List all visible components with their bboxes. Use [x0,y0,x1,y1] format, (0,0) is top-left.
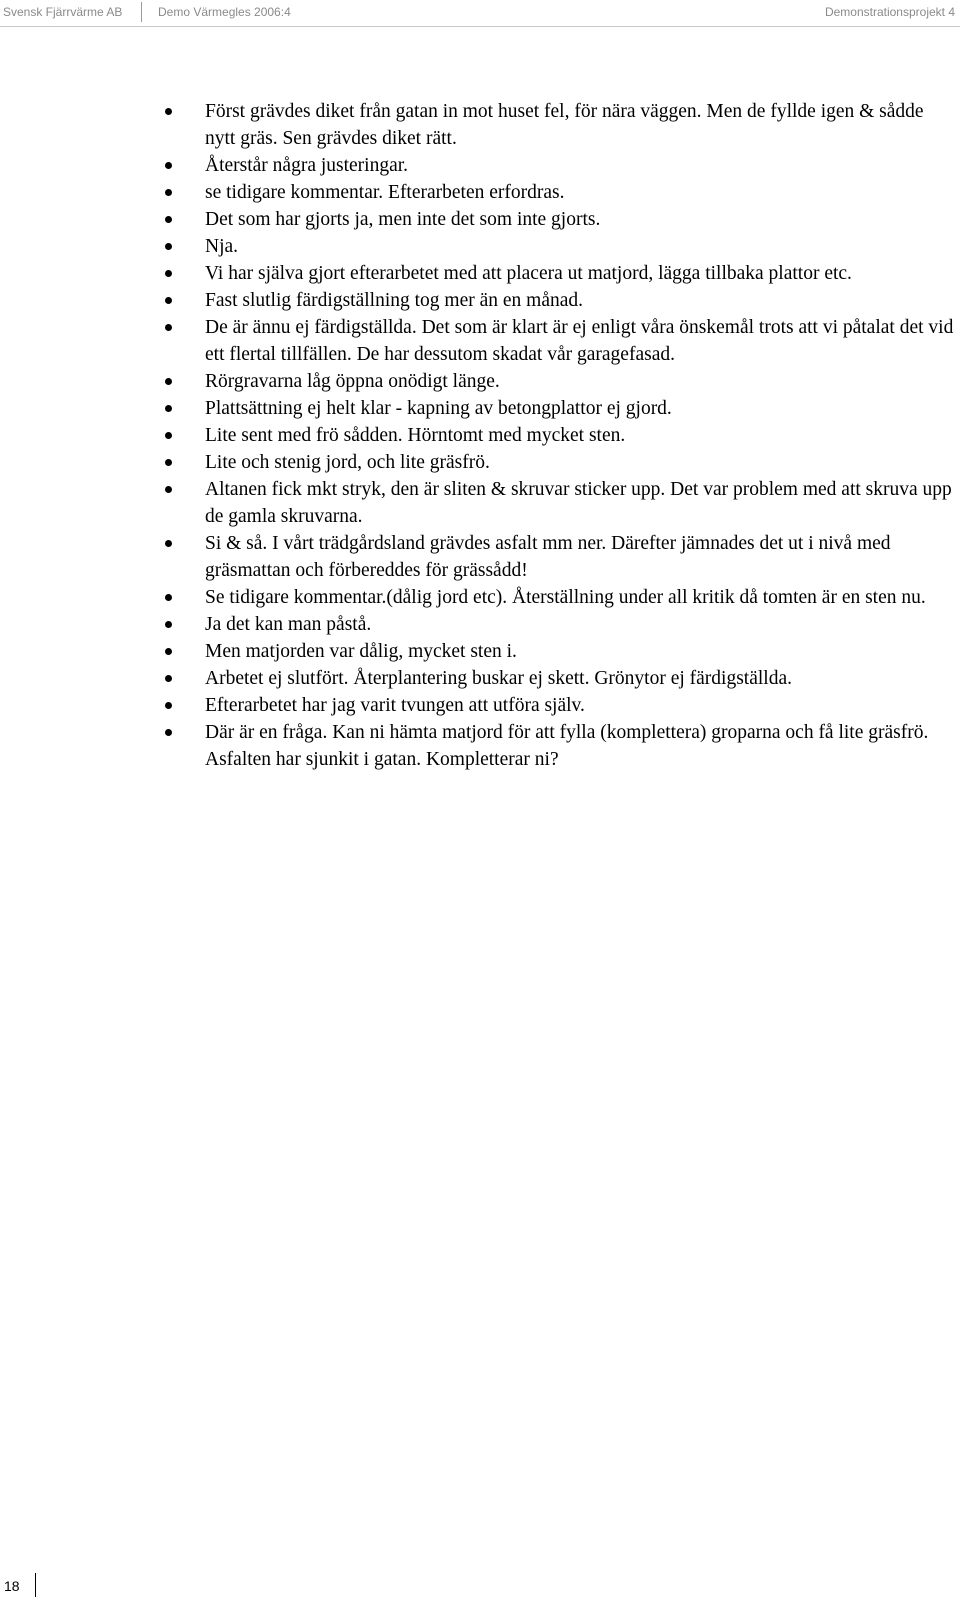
comment-text: Ja det kan man påstå. [205,614,372,635]
page-header [0,0,960,26]
header-project-title: Demonstrationsprojekt 4 [824,5,955,19]
list-item [165,665,955,692]
bullet-icon [165,432,172,439]
list-item [165,206,955,233]
list-item [165,449,955,476]
list-item [165,638,955,665]
header-company: Svensk Fjärrvärme AB [3,5,123,19]
list-item [165,287,955,314]
comment-text: Nja. [205,236,239,257]
list-item [165,368,955,395]
bullet-icon [165,540,172,547]
bullet-icon [165,459,172,466]
comment-list-section [165,98,955,773]
bullet-icon [165,243,172,250]
comment-list [165,98,955,773]
list-item [165,152,955,179]
list-item [165,692,955,719]
comment-text: Fast slutlig färdigställning tog mer än en månad. [205,290,584,311]
bullet-icon [165,648,172,655]
comment-text: Vi har själva gjort efterarbetet med att placera ut matjord, lägga tillbaka plattor etc. [205,263,852,284]
list-item [165,611,955,638]
comment-text: Först grävdes diket från gatan in mot huset fel, för nära väggen. Men de fyllde igen & sådde nytt gräs. Sen grävdes diket rätt. [205,101,924,149]
list-item [165,314,955,368]
comment-text: Återstår några justeringar. [205,155,409,176]
page-number: 18 [4,1578,20,1594]
list-item [165,476,955,530]
bullet-icon [165,405,172,412]
list-item [165,530,955,584]
bullet-icon [165,270,172,277]
comment-text: Arbetet ej slutfört. Återplantering buskar ej skett. Grönytor ej färdigställda. [205,668,792,689]
list-item [165,584,955,611]
bullet-icon [165,729,172,736]
bullet-icon [165,324,172,331]
list-item [165,98,955,152]
list-item [165,179,955,206]
comment-text: Där är en fråga. Kan ni hämta matjord för att fylla (komplettera) groparna och få lite gräsfrö. Asfalten har sjunkit i gatan. Kompletterar ni? [205,722,929,770]
comment-text: Si & så. I vårt trädgårdsland grävdes asfalt mm ner. Därefter jämnades det ut i nivå med gräsmattan och förbereddes för grässådd! [205,533,891,581]
header-rule [0,26,960,27]
comment-text: Det som har gjorts ja, men inte det som inte gjorts. [205,209,601,230]
bullet-icon [165,486,172,493]
footer-divider [35,1573,36,1597]
bullet-icon [165,702,172,709]
comment-text: Plattsättning ej helt klar - kapning av betongplattor ej gjord. [205,398,672,419]
list-item [165,719,955,773]
comment-text: De är ännu ej färdigställda. Det som är klart är ej enligt våra önskemål trots att vi påtalat det vid ett flertal tillfällen. De har dessutom skadat vår garagefasad. [205,317,954,365]
comment-text: Lite sent med frö sådden. Hörntomt med mycket sten. [205,425,626,446]
bullet-icon [165,675,172,682]
bullet-icon [165,594,172,601]
list-item [165,260,955,287]
list-item [165,395,955,422]
bullet-icon [165,621,172,628]
bullet-icon [165,297,172,304]
list-item [165,422,955,449]
bullet-icon [165,216,172,223]
comment-text: Altanen fick mkt stryk, den är sliten & skruvar sticker upp. Det var problem med att skruva upp de gamla skruvarna. [205,479,952,527]
comment-text: se tidigare kommentar. Efterarbeten erfordras. [205,182,565,203]
bullet-icon [165,162,172,169]
bullet-icon [165,108,172,115]
comment-text: Se tidigare kommentar.(dålig jord etc). Återställning under all kritik då tomten är en sten nu. [205,587,926,608]
comment-text: Efterarbetet har jag varit tvungen att utföra själv. [205,695,585,716]
list-item [165,233,955,260]
comment-text: Men matjorden var dålig, mycket sten i. [205,641,517,662]
header-report-title: Demo Värmegles 2006:4 [158,5,291,19]
comment-text: Rörgravarna låg öppna onödigt länge. [205,371,500,392]
bullet-icon [165,189,172,196]
comment-text: Lite och stenig jord, och lite gräsfrö. [205,452,490,473]
header-divider [141,2,142,22]
bullet-icon [165,378,172,385]
